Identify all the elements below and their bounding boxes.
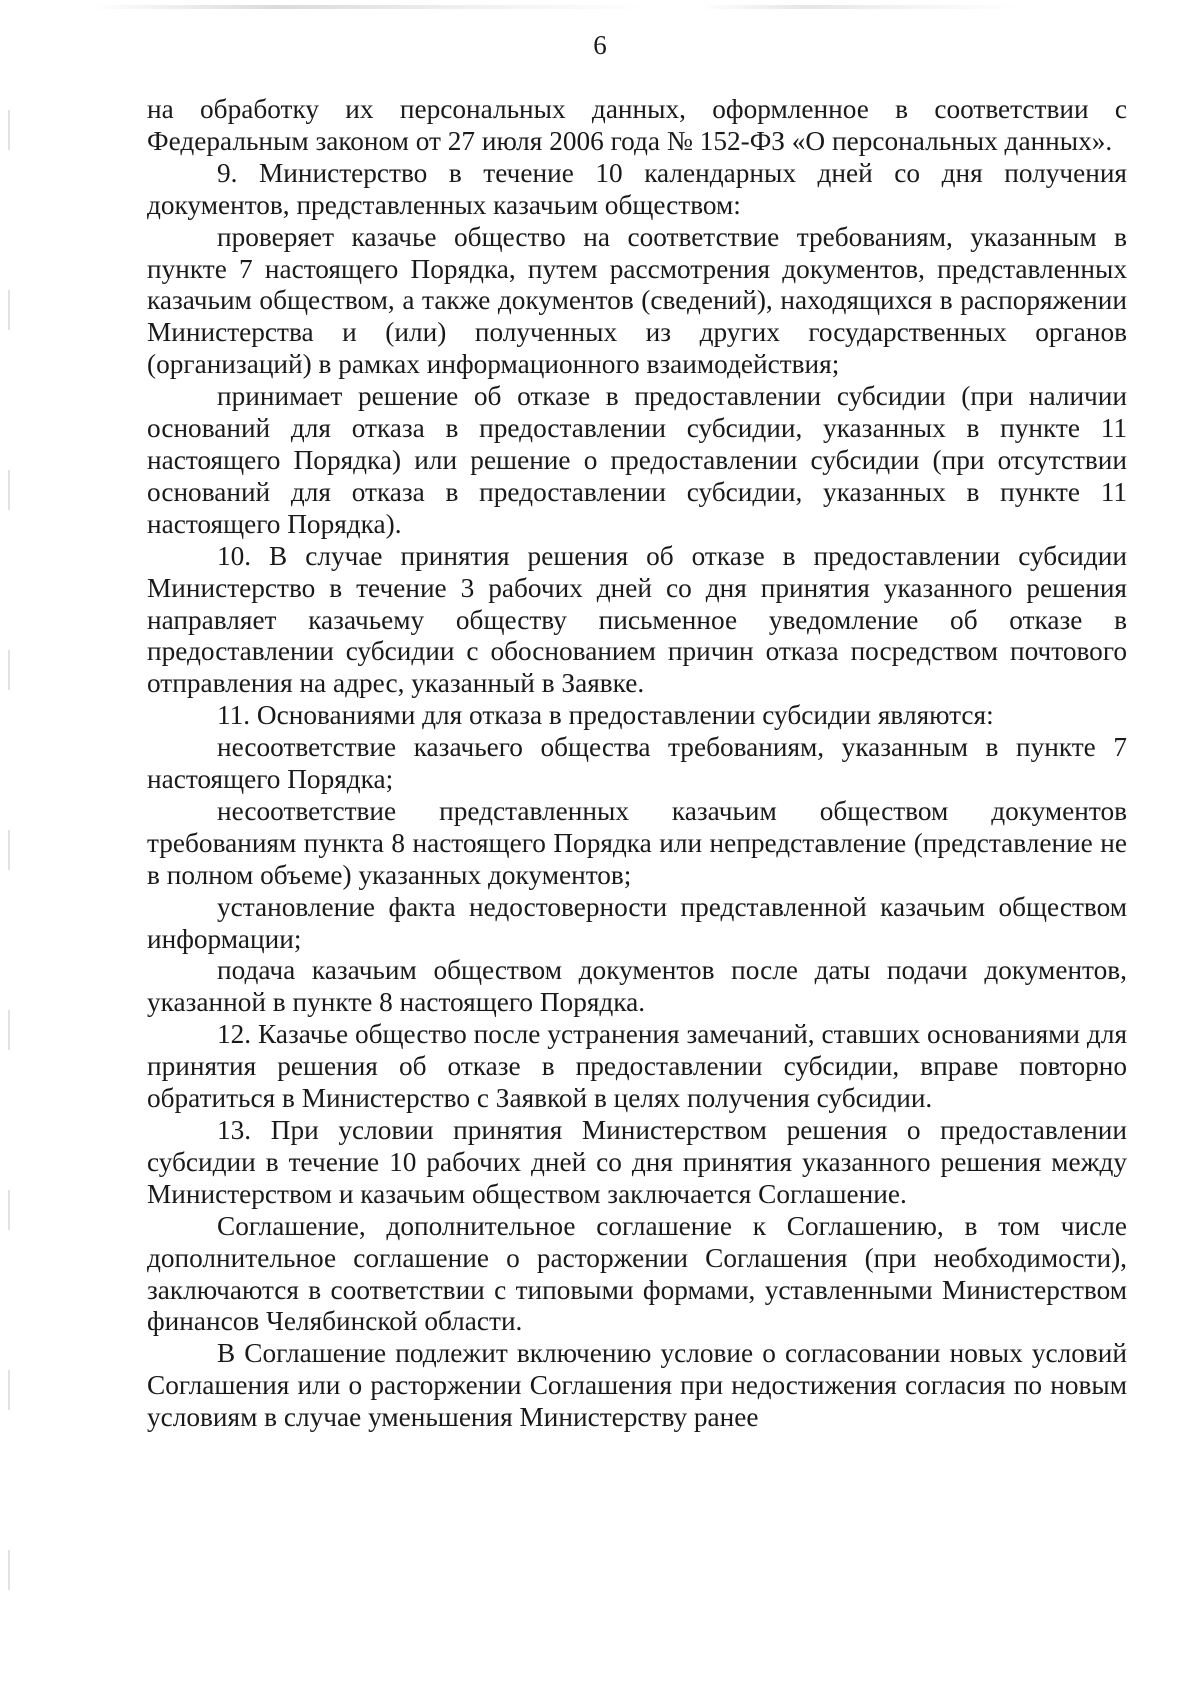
paragraph-item-9-decision: принимает решение об отказе в предоставлении субсидии (при наличии оснований для отказа в предоставлении субсидии, указанных в пункте 11 настоящего Порядка) или решение о предоставлении субсидии (при отсутствии оснований для отказа в предоставлении субсидии, указанных в пункте 11 настоящего Порядка). [147, 381, 1127, 539]
paragraph-item-12: 12. Казачье общество после устранения замечаний, ставших основаниями для принятия решения об отказе в предоставлении субсидии, вправе повторно обратиться в Министерство с Заявкой в целях получения субсидии. [147, 1019, 1127, 1114]
paragraph-item-10: 10. В случае принятия решения об отказе в предоставлении субсидии Министерство в течение 3 рабочих дней со дня принятия указанного решения направляет казачьему обществу письменное уведомление об отказе в предоставлении субсидии с обоснованием причин отказа посредством почтового отправления на адрес, указанный в Заявке. [147, 540, 1127, 699]
paragraph-consent-continuation: на обработку их персональных данных, оформленное в соответствии с Федеральным законом от 27 июля 2006 года № 152-ФЗ «О персональных данных». [147, 94, 1127, 156]
paragraph-item-11-reason-2: несоответствие представленных казачьим обществом документов требованиям пункта 8 настоящего Порядка или непредставление (представление не в полном объеме) указанных документов; [147, 795, 1127, 890]
paragraph-item-11: 11. Основаниями для отказа в предоставлении субсидии являются: [217, 700, 994, 731]
paragraph-item-13: 13. При условии принятия Министерством решения о предоставлении субсидии в течение 10 рабочих дней со дня принятия указанного решения между Министерством и казачьим обществом заключается Соглашение. [147, 1115, 1127, 1209]
scan-artifact-top-right [700, 5, 1020, 9]
paragraph-item-11-reason-3: установление факта недостоверности представленной казачьим обществом информации; [147, 891, 1127, 954]
page-number: 6 [593, 30, 607, 60]
paragraph-item-9: 9. Министерство в течение 10 календарных дней со дня получения документов, представленных казачьим обществом: [147, 157, 1127, 220]
paragraph-agreement-conditions: В Соглашение подлежит включению условие о согласовании новых условий Соглашения или о расторжении Соглашения при недостижения согласия по новым условиям в случае уменьшения Министерству ранее [147, 1338, 1127, 1433]
paragraph-item-11-reason-1: несоответствие казачьего общества требованиям, указанным в пункте 7 настоящего Порядка; [147, 732, 1127, 795]
paragraph-agreement-forms: Соглашение, дополнительное соглашение к Соглашению, в том числе дополнительное соглашение о расторжении Соглашения (при необходимости), заключаются в соответствии с типовыми формами, уставленными Министерством финансов Челябинской области. [147, 1210, 1127, 1337]
scan-artifact-left-edge [8, 40, 10, 1680]
document-body [147, 94, 1127, 1434]
paragraph-item-11-reason-4: подача казачьим обществом документов после даты подачи документов, указанной в пункте 8 настоящего Порядка. [147, 955, 1127, 1018]
scan-artifact-top [90, 5, 650, 9]
paragraph-item-9-check: проверяет казачье общество на соответствие требованиям, указанным в пункте 7 настоящего Порядка, путем рассмотрения документов, представленных казачьим обществом, а также документов (сведений), находящихся в распоряжении Министерства и (или) полученных из других государственных органов (организаций) в рамках информационного взаимодействия; [147, 221, 1127, 380]
